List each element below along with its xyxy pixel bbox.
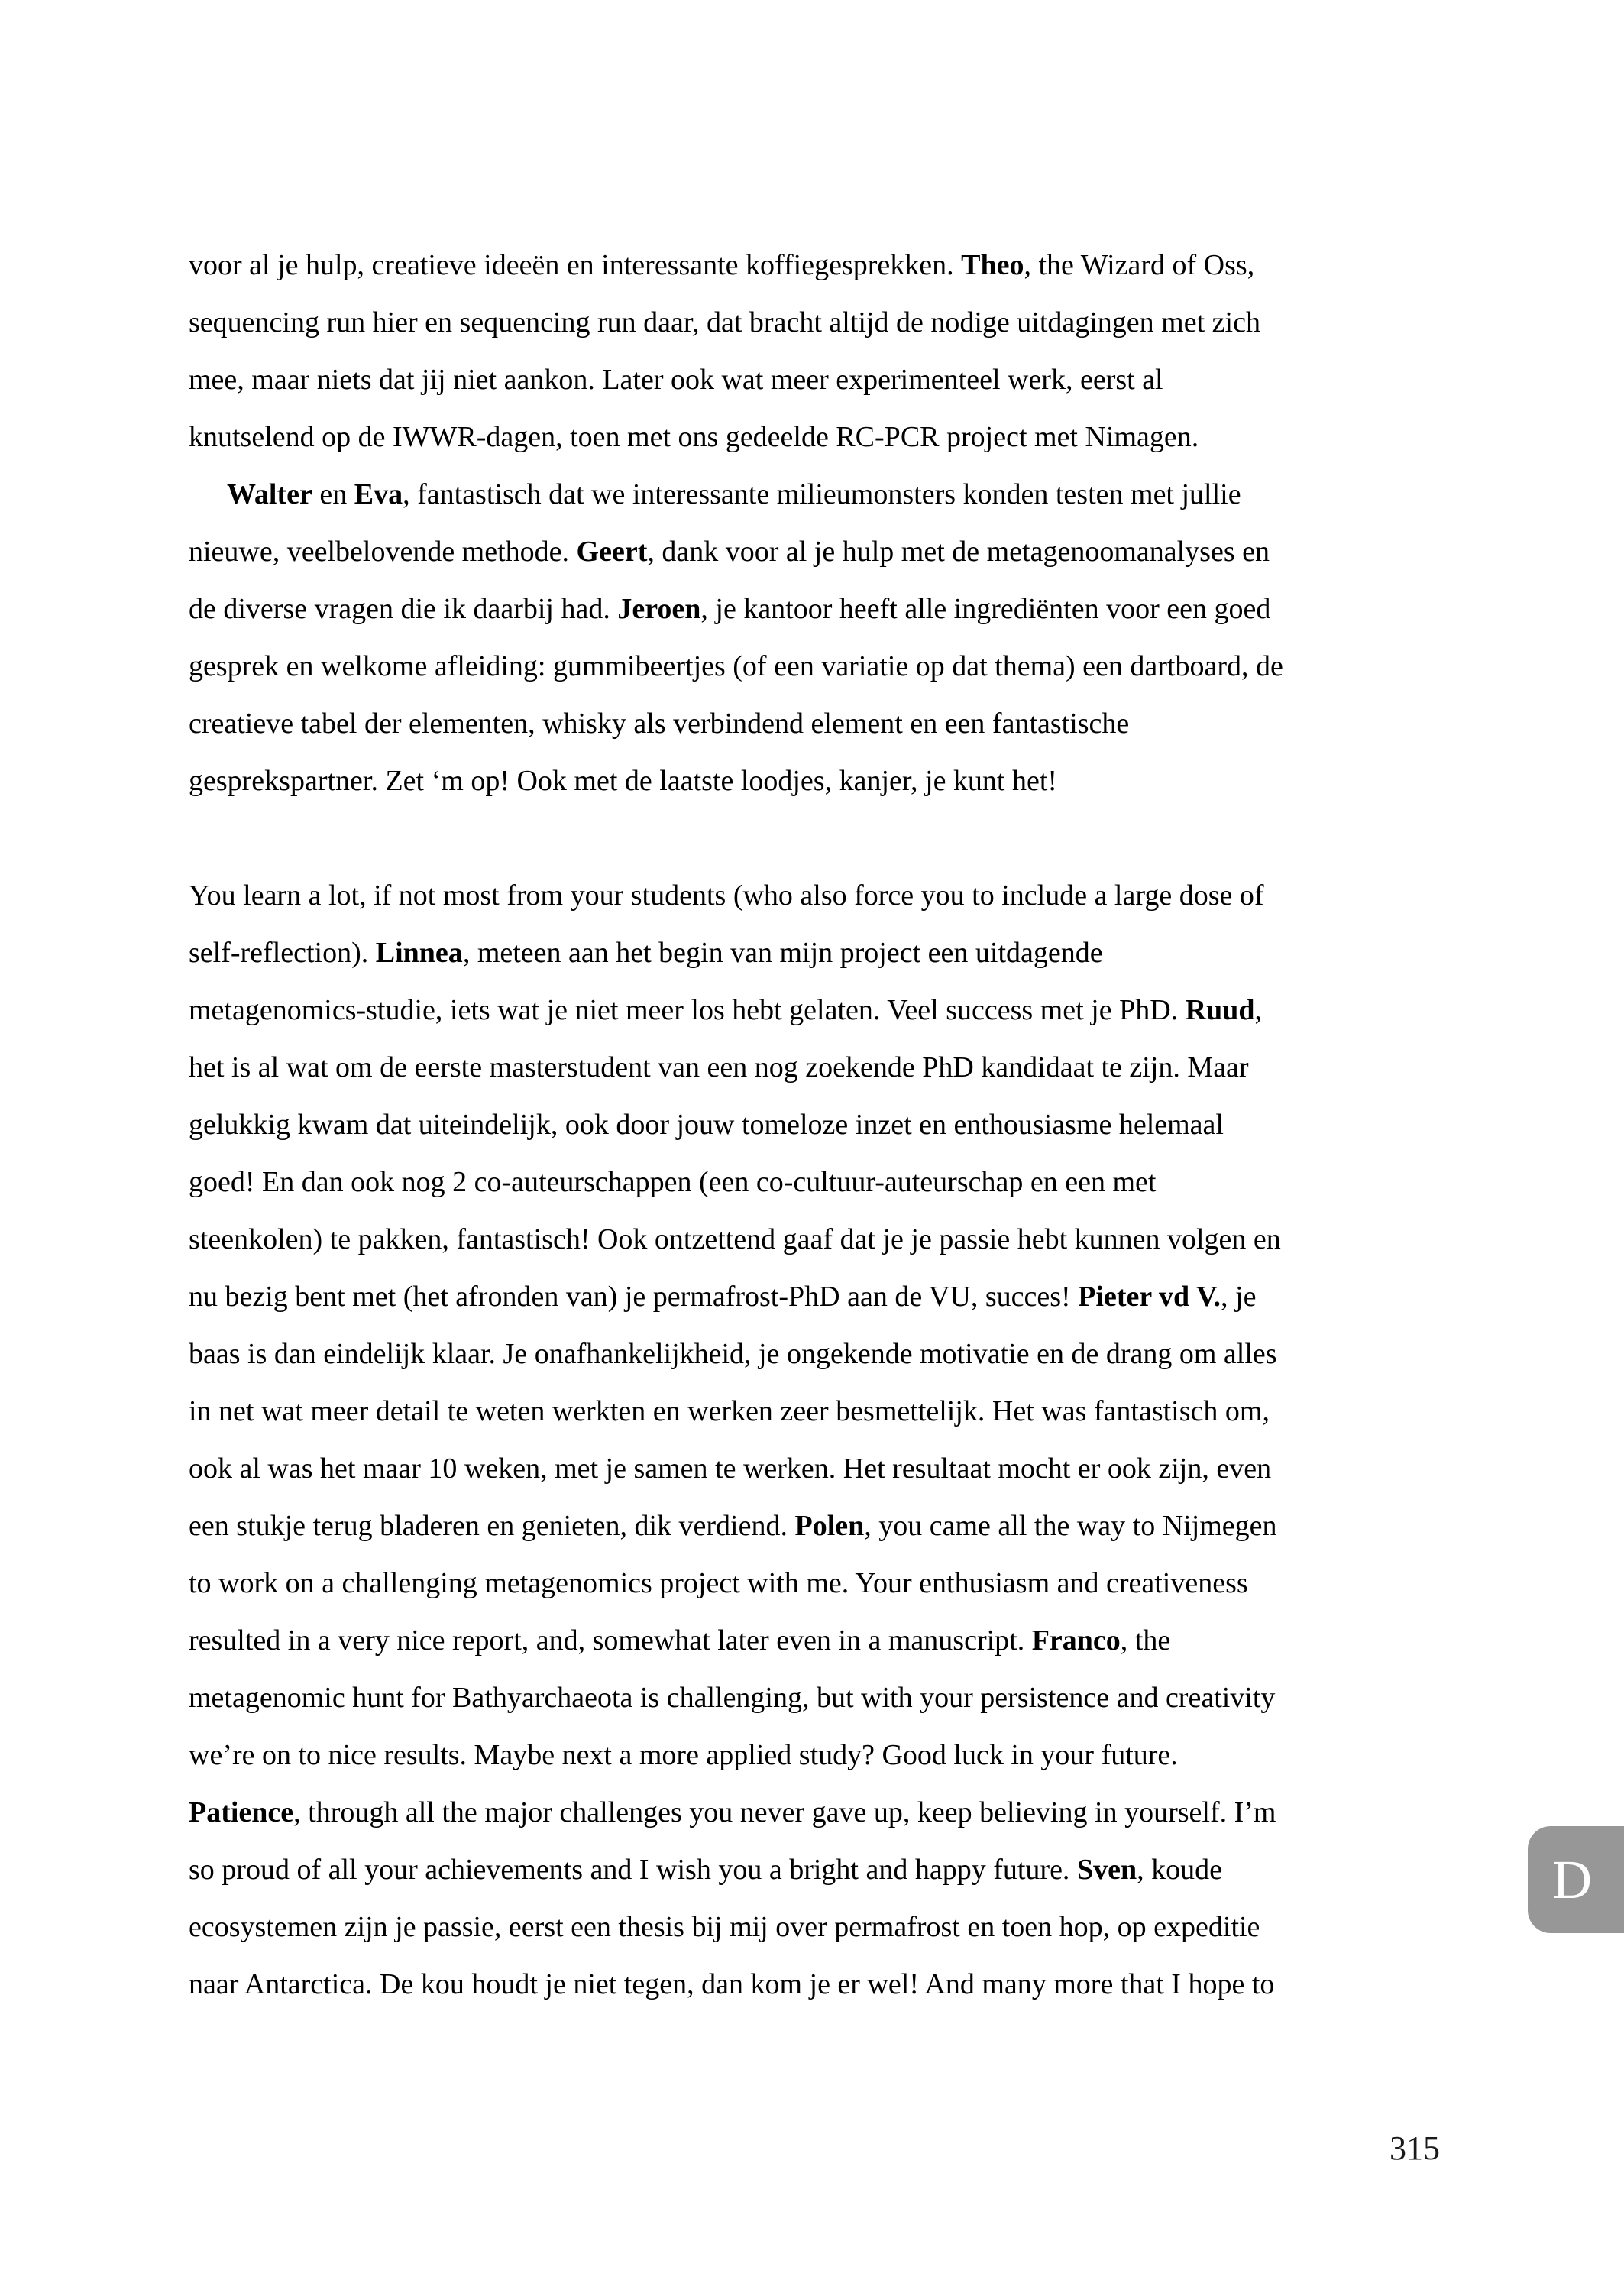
text-line: sequencing run hier en sequencing run daar, dat bracht altijd de nodige uitdagingen met zich xyxy=(189,306,1260,338)
text-line: goed! En dan ook nog 2 co-auteurschappen (een co-cultuur-auteurschap en een met xyxy=(189,1166,1157,1198)
text-line: gesprek en welkome afleiding: gummibeertjes (of een variatie op dat thema) een dartboard, de xyxy=(189,650,1283,682)
text-line: voor al je hulp, creatieve ideeën en interessante koffiegesprekken. Theo, the Wizard of Oss, xyxy=(189,249,1255,281)
text-line: gelukkig kwam dat uiteindelijk, ook door jouw tomeloze inzet en enthousiasme helemaal xyxy=(189,1109,1224,1141)
text-line: self-reflection). Linnea, meteen aan het begin van mijn project een uitdagende xyxy=(189,937,1103,969)
text-line: resulted in a very nice report, and, somewhat later even in a manuscript. Franco, the xyxy=(189,1624,1171,1657)
blank-line xyxy=(189,810,1487,867)
text-line: steenkolen) te pakken, fantastisch! Ook ontzettend gaaf dat je je passie hebt kunnen volgen en xyxy=(189,1223,1281,1255)
text-line: mee, maar niets dat jij niet aankon. Later ook wat meer experimenteel werk, eerst al xyxy=(189,364,1163,396)
text-line: to work on a challenging metagenomics project with me. Your enthusiasm and creativeness xyxy=(189,1567,1248,1599)
text-line: nu bezig bent met (het afronden van) je permafrost-PhD aan de VU, succes! Pieter vd V., je xyxy=(189,1281,1257,1313)
text-line: de diverse vragen die ik daarbij had. Jeroen, je kantoor heeft alle ingrediënten voor een goed xyxy=(189,593,1271,625)
text-line: nieuwe, veelbelovende methode. Geert, dank voor al je hulp met de metagenoomanalyses en xyxy=(189,536,1270,568)
text-line: het is al wat om de eerste masterstudent van een nog zoekende PhD kandidaat te zijn. Maar xyxy=(189,1051,1249,1083)
text-line: creatieve tabel der elementen, whisky als verbindend element en een fantastische xyxy=(189,708,1130,740)
text-line: Patience, through all the major challenges you never gave up, keep believing in yourself. I’m xyxy=(189,1796,1276,1828)
text-line: naar Antarctica. De kou houdt je niet tegen, dan kom je er wel! And many more that I hope to xyxy=(189,1968,1275,2000)
text-line: we’re on to nice results. Maybe next a more applied study? Good luck in your future. xyxy=(189,1739,1178,1771)
text-block xyxy=(189,237,1487,2013)
chapter-tab-label: D xyxy=(1552,1849,1592,1910)
text-line: ecosystemen zijn je passie, eerst een thesis bij mij over permafrost en toen hop, op expeditie xyxy=(189,1911,1260,1943)
text-line: Walter en Eva, fantastisch dat we interessante milieumonsters konden testen met jullie xyxy=(227,478,1241,510)
text-line: baas is dan eindelijk klaar. Je onafhankelijkheid, je ongekende motivatie en de drang om alles xyxy=(189,1338,1277,1370)
text-line: gesprekspartner. Zet ‘m op! Ook met de laatste loodjes, kanjer, je kunt het! xyxy=(189,765,1058,797)
text-line: metagenomic hunt for Bathyarchaeota is challenging, but with your persistence and creativity xyxy=(189,1682,1276,1714)
text-line: so proud of all your achievements and I wish you a bright and happy future. Sven, koude xyxy=(189,1854,1222,1886)
text-line: in net wat meer detail te weten werkten en werken zeer besmettelijk. Het was fantastisch om, xyxy=(189,1395,1270,1427)
chapter-tab xyxy=(1528,1826,1624,1933)
text-line: You learn a lot, if not most from your students (who also force you to include a large dose of xyxy=(189,879,1264,912)
page-number: 315 xyxy=(1389,2129,1440,2167)
text-line: knutselend op de IWWR-dagen, toen met ons gedeelde RC-PCR project met Nimagen. xyxy=(189,421,1199,453)
text-line: ook al was het maar 10 weken, met je samen te werken. Het resultaat mocht er ook zijn, even xyxy=(189,1453,1272,1485)
text-line: een stukje terug bladeren en genieten, dik verdiend. Polen, you came all the way to Nijmegen xyxy=(189,1510,1277,1542)
text-line: metagenomics-studie, iets wat je niet meer los hebt gelaten. Veel success met je PhD. Ruud, xyxy=(189,994,1262,1026)
